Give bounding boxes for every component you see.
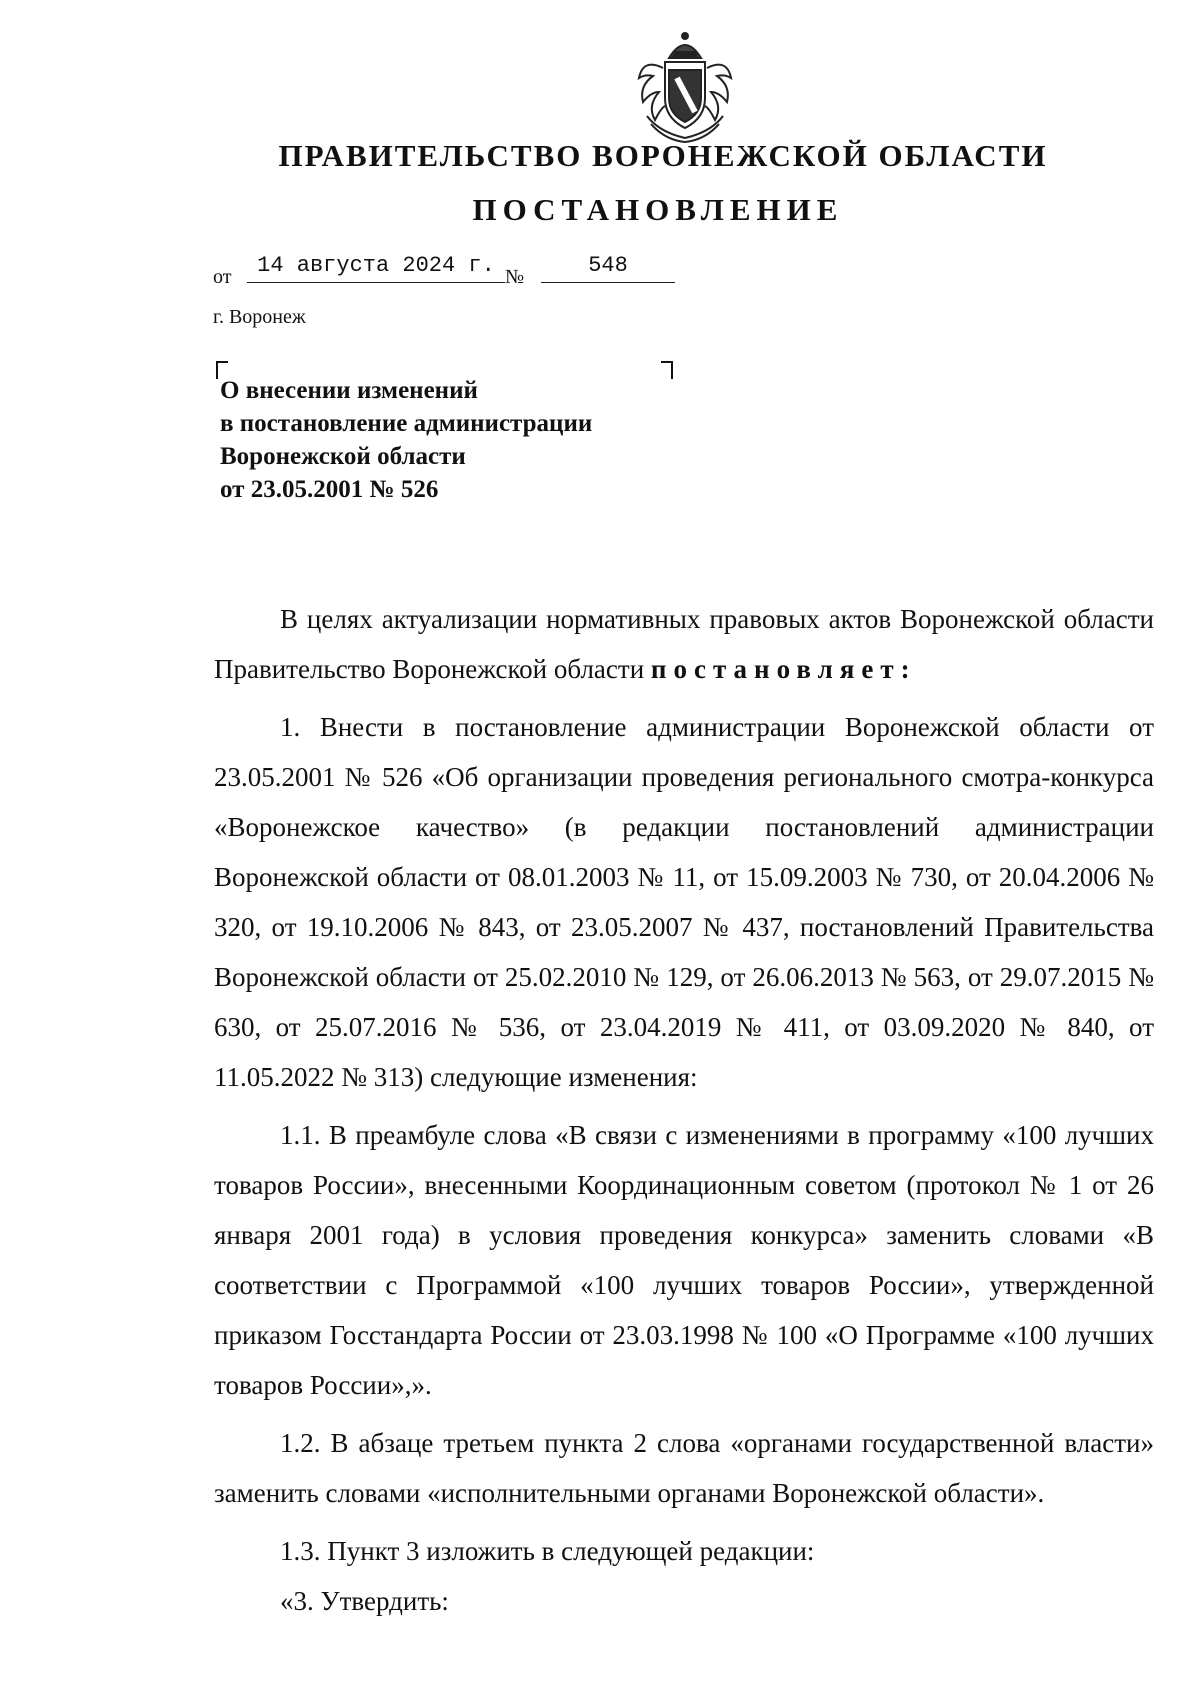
preamble-paragraph bbox=[214, 594, 1154, 694]
paragraph-1-3: 1.3. Пункт 3 изложить в следующей редакции: bbox=[280, 1536, 815, 1566]
subject-line: от 23.05.2001 № 526 bbox=[220, 476, 439, 503]
document-number: 548 bbox=[541, 252, 675, 283]
number-prefix: № bbox=[505, 266, 525, 288]
document-type: ПОСТАНОВЛЕНИЕ bbox=[472, 192, 844, 227]
subject-line: О внесении изменений bbox=[220, 377, 478, 404]
coat-of-arms-icon bbox=[629, 28, 741, 146]
subject-line: в постановление администрации bbox=[220, 410, 593, 437]
document-subject bbox=[220, 374, 680, 506]
city: г. Воронеж bbox=[213, 306, 306, 328]
paragraph-1-1: 1.1. В преамбуле слова «В связи с изменениями в программу «100 лучших товаров России», внесенными Координационным советом (протокол № 1 от 26 января 2001 года) в условия проведения конкурса» заменить словами «В соответствии с Программой «100 лучших товаров России», утвержденной приказом Госстандарта России от 23.03.1998 № 100 «О Программе «100 лучших товаров России»,». bbox=[214, 1120, 1154, 1400]
document-body bbox=[214, 594, 1154, 1626]
government-title: ПРАВИТЕЛЬСТВО ВОРОНЕЖСКОЙ ОБЛАСТИ bbox=[278, 138, 1048, 173]
document-date: 14 августа 2024 г. bbox=[247, 252, 505, 283]
resolves-keyword: постановляет: bbox=[650, 654, 917, 684]
paragraph-1: 1. Внести в постановление администрации Воронежской области от 23.05.2001 № 526 «Об организации проведения регионального смотра-конкурса «Воронежское качество» (в редакции постановлений администрации Воронежской области от 08.01.2003 № 11, от 15.09.2003 № 730, от 20.04.2006 № 320, от 19.10.2006 № 843, от 23.05.2007 № 437, постановлений Правительства Воронежской области от 25.02.2010 № 129, от 26.06.2013 № 563, от 29.07.2015 № 630, от 25.07.2016 № 536, от 23.04.2019 № 411, от 03.09.2020 № 840, от 11.05.2022 № 313) следующие изменения: bbox=[214, 712, 1154, 1092]
subject-line: Воронежской области bbox=[220, 443, 466, 470]
date-prefix: от bbox=[213, 266, 232, 288]
preamble-text: В целях актуализации нормативных правовых актов Воронежской области Правительство Воронежской области bbox=[214, 604, 1154, 684]
paragraph-3-start: «3. Утвердить: bbox=[280, 1586, 449, 1616]
paragraph-1-2: 1.2. В абзаце третьем пункта 2 слова «органами государственной власти» заменить словами «исполнительными органами Воронежской области». bbox=[214, 1428, 1154, 1508]
